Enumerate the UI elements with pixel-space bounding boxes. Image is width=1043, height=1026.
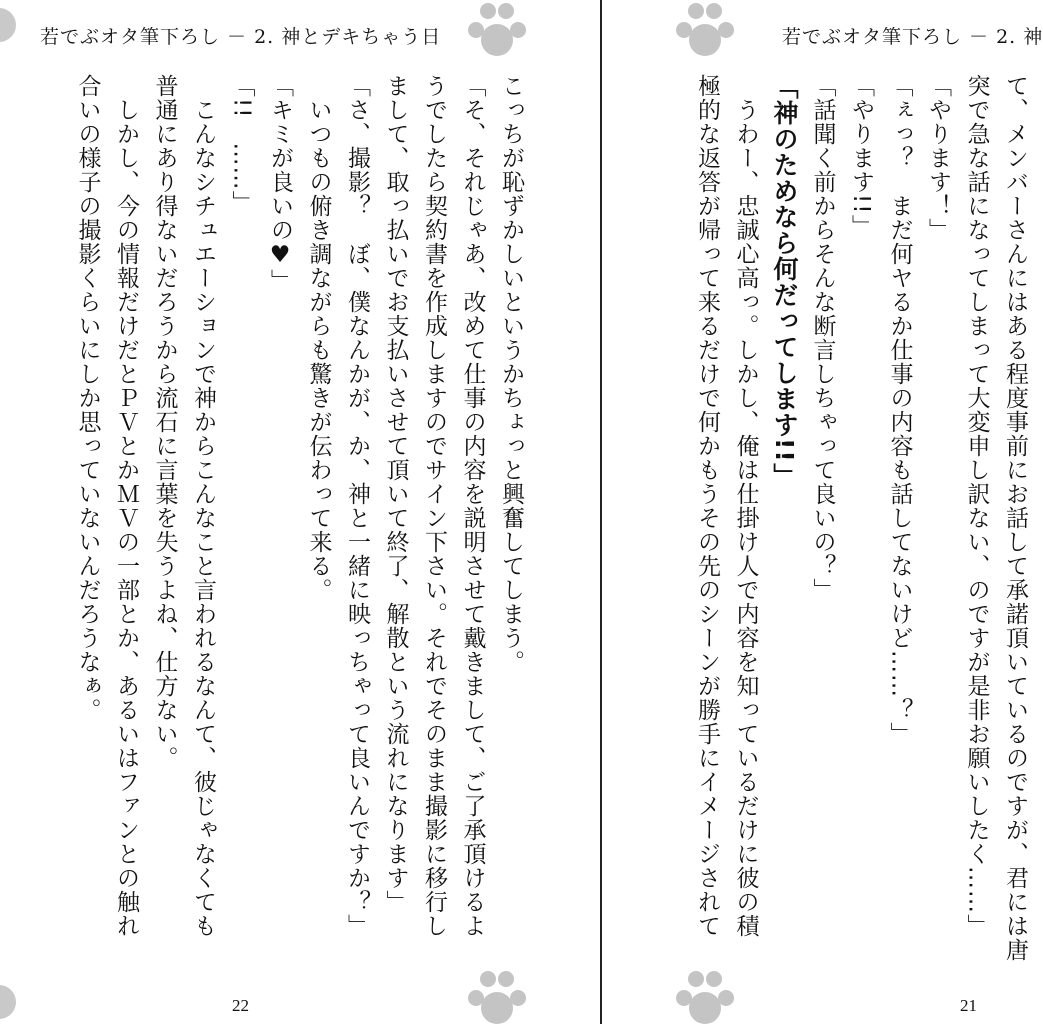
text-line: うでしたら契約書を作成しますのでサイン下さい。それでそのまま撮影に移行し — [421, 74, 447, 938]
page-number: 21 — [960, 996, 977, 1015]
paw-icon — [468, 970, 526, 1026]
side-circle-top — [0, 8, 16, 42]
text-line: しかし、今の情報だけだとＰＶとかＭＶの一部とか、あるいはファンとの触れ — [113, 74, 139, 938]
text-line: いつもの俯き調ながらも驚きが伝わって来る。 — [305, 74, 332, 602]
text-line: 「!! ……」 — [228, 74, 255, 215]
text-line: こんなシチュエーションで神からこんなこと言われるなんて、彼じゃなくても — [190, 74, 216, 938]
text-line: 「やります!!」 — [848, 74, 874, 239]
left-page-header: 若でぶオタ筆下ろし － 2. 神とデキちゃう日 — [40, 26, 442, 48]
text-line: て、メンバーさんにはある程度事前にお話して承諾頂いているのですが、君には唐 — [1002, 74, 1028, 962]
text-line: 「キミが良いの♥」 — [267, 74, 293, 293]
text-line: 「さ、撮影？ ぼ、僕なんかが、か、神と一緒に映っちゃって良いんですか？」 — [344, 74, 370, 938]
text-line: まして、取っ払いでお支払いさせて頂いて終了、解散という流れになります」 — [382, 74, 409, 914]
text-line: うわー、忠誠心高っ。しかし、俺は仕掛け人で内容を知っているだけに彼の積 — [732, 74, 759, 938]
text-line: 突で急な話になってしまって大変申し訳ない、のですが是非お願いしたく……」 — [963, 74, 990, 938]
side-circle-bottom — [0, 985, 16, 1019]
text-line: 普通にあり得ないだろうから流石に言葉を失うよね、仕方ない。 — [151, 74, 178, 770]
right-page-header: 若でぶオタ筆下ろし － 2. 神 — [782, 26, 1043, 48]
text-line: 合いの様子の撮影くらいにしか思っていないんだろうなぁ。 — [74, 74, 101, 722]
paw-icon — [676, 2, 734, 58]
paw-icon — [468, 2, 526, 58]
text-line: こっちが恥ずかしいというかちょっと興奮してしまう。 — [498, 74, 524, 674]
text-line: 「そ、それじゃあ、改めて仕事の内容を説明させて戴きまして、ご了承頂けるよ — [459, 74, 486, 938]
emphasized-line: 「神のためなら何だってします!!」 — [770, 74, 799, 489]
left-body-text — [68, 74, 530, 974]
page-number: 22 — [232, 996, 249, 1015]
text-line: 極的な返答が帰って来るだけで何かもうその先のシーンが勝手にイメージされて — [694, 74, 720, 938]
paw-icon — [676, 970, 734, 1026]
text-line: 「ぇっ？ まだ何ヤるか仕事の内容も話してないけど……？」 — [886, 74, 913, 746]
right-body-text — [688, 74, 1035, 974]
right-page — [602, 0, 1043, 1024]
text-line: 「話聞く前からそんな断言しちゃって良いの？」 — [809, 74, 836, 602]
text-line: 「やります！」 — [925, 74, 951, 242]
